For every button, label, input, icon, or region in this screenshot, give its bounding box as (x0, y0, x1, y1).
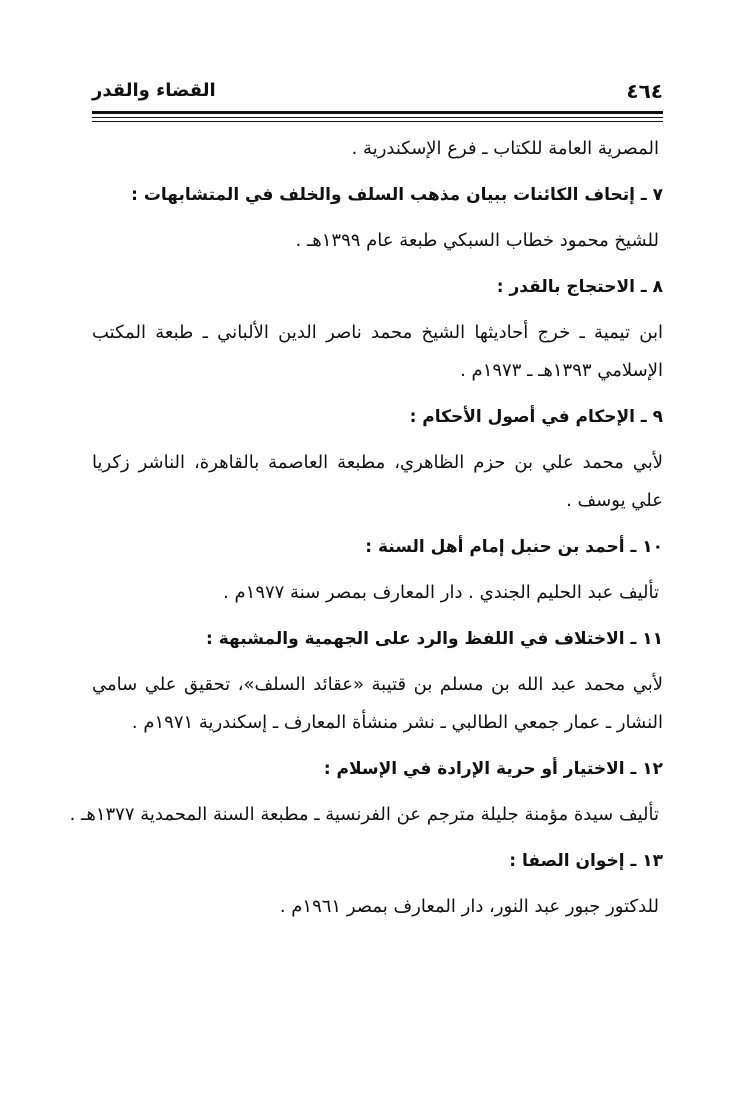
entry-text-line: لأبي محمد علي بن حزم الظاهري، مطبعة العاصمة بالقاهرة، الناشر زكريا (92, 452, 663, 473)
entry-heading: ١٠ ـ أحمد بن حنبل إمام أهل السنة : (365, 537, 663, 557)
entry-heading: ٩ ـ الإحكام في أصول الأحكام : (409, 407, 663, 427)
entry-heading: ١١ ـ الاختلاف في اللفظ والرد على الجهمية والمشبهة : (206, 629, 663, 649)
header-rule-thick (92, 111, 663, 114)
running-title: القضاء والقدر (92, 80, 216, 101)
entry-text-line: علي يوسف . (566, 490, 663, 511)
entry-text-line: ابن تيمية ـ خرج أحاديثها الشيخ محمد ناصر الدين الألباني ـ طبعة المكتب (92, 322, 663, 343)
header-rule-bottom (92, 121, 663, 122)
list-item (92, 130, 663, 168)
entry-text-line: تأليف سيدة مؤمنة جليلة مترجم عن الفرنسية ـ مطبعة السنة المحمدية ١٣٧٧هـ . (69, 804, 659, 825)
list-item (92, 528, 663, 612)
list-item (92, 620, 663, 742)
entry-text-line: النشار ـ عمار جمعي الطالبي ـ نشر منشأة المعارف ـ إسكندرية ١٩٧١م . (131, 712, 663, 733)
entry-heading: ٨ ـ الاحتجاج بالقدر : (496, 277, 663, 297)
entry-heading: ٧ ـ إتحاف الكائنات ببيان مذهب السلف والخلف في المتشابهات : (131, 185, 663, 205)
entry-heading: ١٢ ـ الاختيار أو حرية الإرادة في الإسلام : (323, 759, 663, 779)
entry-text-line: تأليف عبد الحليم الجندي . دار المعارف بمصر سنة ١٩٧٧م . (223, 582, 659, 603)
list-item (69, 750, 663, 834)
header-rule-middle (92, 117, 663, 118)
list-item (92, 398, 663, 520)
list-item (92, 176, 663, 260)
entry-text-line: المصرية العامة للكتاب ـ فرع الإسكندرية . (351, 138, 659, 159)
entry-text-line: للشيخ محمود خطاب السبكي طبعة عام ١٣٩٩هـ . (295, 230, 659, 251)
page-header (92, 78, 663, 108)
entry-text-line: لأبي محمد عبد الله بن مسلم بن قتيبة «عقائد السلف»، تحقيق علي سامي (92, 674, 663, 695)
page-number: ٤٦٤ (626, 79, 663, 103)
list-item (92, 268, 663, 390)
bibliography-list (69, 130, 663, 926)
entry-text-line: الإسلامي ١٣٩٣هـ ـ ١٩٧٣م . (460, 360, 663, 381)
list-item (92, 842, 663, 926)
entry-text-line: للدكتور جبور عبد النور، دار المعارف بمصر ١٩٦١م . (279, 896, 659, 917)
entry-heading: ١٣ ـ إخوان الصفا : (509, 851, 663, 871)
